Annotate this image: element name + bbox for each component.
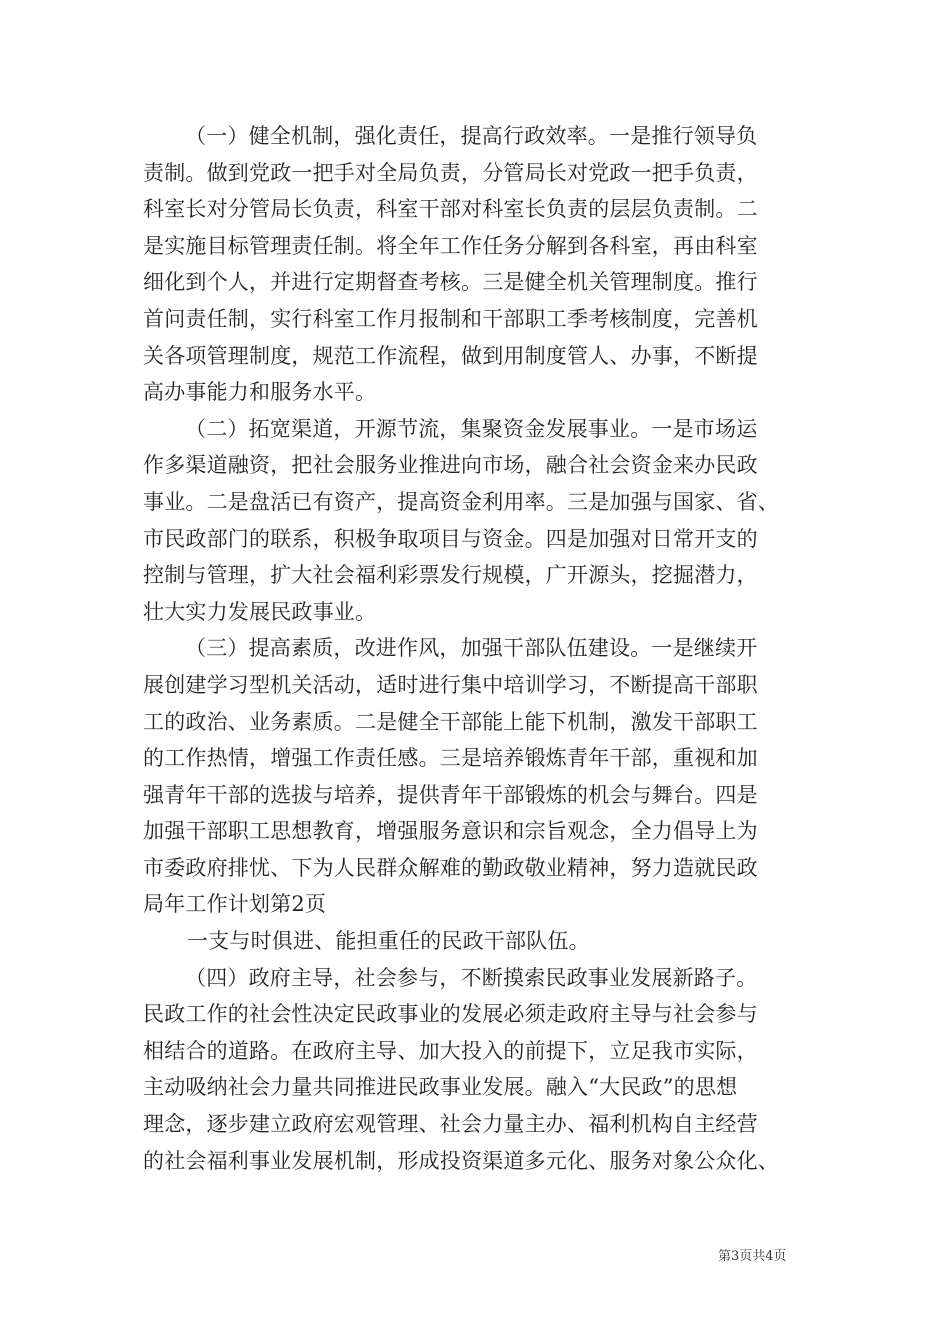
paragraph-3-line-7: 市委政府排忧、下为人民群众解难的勤政敬业精神，努力造就民政 — [143, 855, 758, 880]
document-body — [143, 118, 828, 1179]
paragraph-1-line-2: 责制。做到党政一把手对全局负责，分管局长对党政一把手负责， — [143, 160, 758, 185]
paragraph-3-line-1: （三）提高素质，改进作风，加强干部队伍建设。一是继续开 — [185, 636, 758, 661]
paragraph-1-line-3: 科室长对分管局长负责，科室干部对科室长负责的层层负责制。二 — [143, 197, 758, 222]
paragraph-1-line-7: 关各项管理制度，规范工作流程，做到用制度管人、办事，不断提 — [143, 343, 758, 368]
paragraph-2-line-6: 壮大实力发展民政事业。 — [143, 599, 377, 624]
page-number: 第3页共4页 — [718, 1249, 787, 1264]
paragraph-4-line-5: 理念，逐步建立政府宏观管理、社会力量主办、福利机构自主经营 — [143, 1112, 758, 1137]
paragraph-3-line-9: 一支与时俱进、能担重任的民政干部队伍。 — [187, 929, 590, 954]
paragraph-4-line-4: 主动吸纳社会力量共同推进民政事业发展。融入“大民政”的思想 — [143, 1075, 738, 1100]
paragraph-1-line-5: 细化到个人，并进行定期督查考核。三是健全机关管理制度。推行 — [143, 270, 758, 295]
paragraph-2-line-2: 作多渠道融资，把社会服务业推进向市场，融合社会资金来办民政 — [143, 453, 758, 478]
paragraph-2-line-4: 市民政部门的联系，积极争取项目与资金。四是加强对日常开支的 — [143, 526, 758, 551]
paragraph-2-line-5: 控制与管理，扩大社会福利彩票发行规模，广开源头，挖掘潜力， — [143, 563, 758, 588]
paragraph-1-line-1: （一）健全机制，强化责任，提高行政效率。一是推行领导负 — [185, 124, 758, 148]
paragraph-4-line-1: （四）政府主导，社会参与，不断摸索民政事业发展新路子。 — [185, 965, 758, 990]
paragraph-1-line-8: 高办事能力和服务水平。 — [143, 380, 377, 405]
paragraph-3-line-2: 展创建学习型机关活动，适时进行集中培训学习，不断提高干部职 — [143, 672, 758, 697]
paragraph-4-line-2: 民政工作的社会性决定民政事业的发展必须走政府主导与社会参与 — [143, 1002, 758, 1027]
paragraph-4-line-6: 的社会福利事业发展机制，形成投资渠道多元化、服务对象公众化、 — [143, 1148, 779, 1173]
paragraph-3-line-3: 工的政治、业务素质。二是健全干部能上能下机制，激发干部职工 — [143, 709, 758, 734]
paragraph-3-line-5: 强青年干部的选拔与培养，提供青年干部锻炼的机会与舞台。四是 — [143, 782, 758, 807]
paragraph-1-line-6: 首问责任制，实行科室工作月报制和干部职工季考核制度，完善机 — [143, 306, 758, 331]
paragraph-1-line-4: 是实施目标管理责任制。将全年工作任务分解到各科室，再由科室 — [143, 233, 758, 258]
paragraph-2-line-1: （二）拓宽渠道，开源节流，集聚资金发展事业。一是市场运 — [185, 416, 758, 441]
paragraph-3-line-4: 的工作热情，增强工作责任感。三是培养锻炼青年干部，重视和加 — [143, 746, 758, 771]
paragraph-3-line-8: 局年工作计划第2页 — [143, 892, 327, 917]
paragraph-4-line-3: 相结合的道路。在政府主导、加大投入的前提下，立足我市实际， — [143, 1038, 758, 1063]
paragraph-2-line-3: 事业。二是盘活已有资产，提高资金利用率。三是加强与国家、省、 — [143, 489, 779, 514]
paragraph-3-line-6: 加强干部职工思想教育，增强服务意识和宗旨观念，全力倡导上为 — [143, 819, 758, 844]
